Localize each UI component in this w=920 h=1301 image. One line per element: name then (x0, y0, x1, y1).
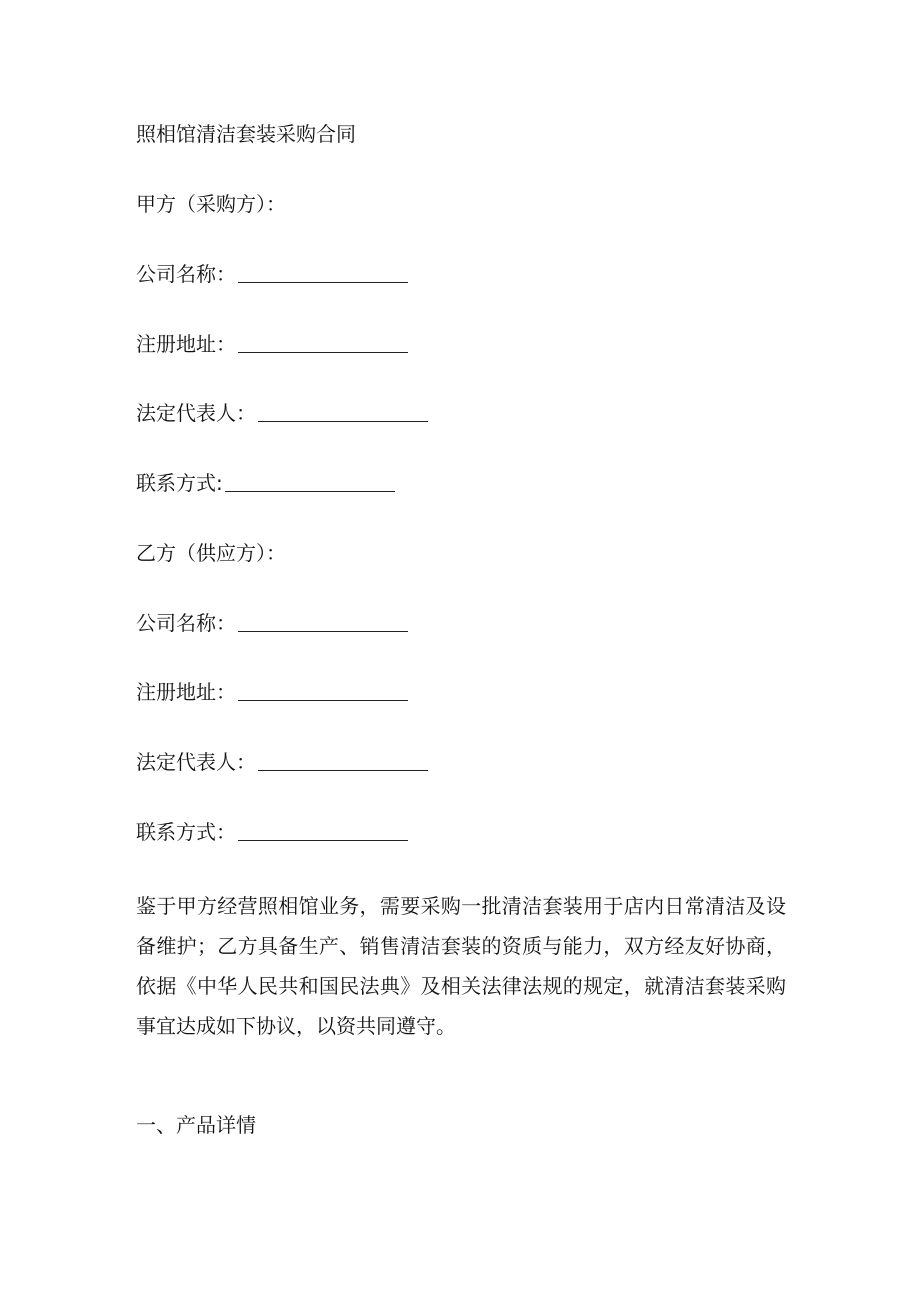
section-heading-product-details: 一、产品详情 (136, 1113, 256, 1137)
fill-in-blank (225, 471, 395, 492)
party-a-legal-representative-field (136, 399, 428, 427)
field-label: 注册地址： (136, 332, 236, 356)
party-a-contact-field (136, 469, 395, 497)
party-b-legal-representative-field (136, 748, 428, 776)
field-label: 联系方式： (136, 820, 236, 844)
field-label: 公司名称： (136, 611, 236, 635)
fill-in-blank (238, 262, 408, 283)
fill-in-blank (238, 611, 408, 632)
fill-in-blank (238, 820, 408, 841)
field-label: 公司名称： (136, 262, 236, 286)
party-a-company-name-field (136, 260, 408, 288)
party-b-registered-address-field (136, 678, 408, 706)
field-label: 联系方式: (136, 471, 223, 495)
party-a-heading: 甲方（采购方）： (136, 192, 286, 216)
field-label: 法定代表人： (136, 401, 256, 425)
document-title: 照相馆清洁套装采购合同 (136, 122, 356, 146)
field-label: 注册地址： (136, 680, 236, 704)
fill-in-blank (238, 332, 408, 353)
fill-in-blank (258, 401, 428, 422)
preamble-paragraph: 鉴于甲方经营照相馆业务，需要采购一批清洁套装用于店内日常清洁及设备维护；乙方具备生产、销售清洁套装的资质与能力，双方经友好协商，依据《中华人民共和国民法典》及相关法律法规的规定，就清洁套装采购事宜达成如下协议，以资共同遵守。 (136, 894, 786, 1038)
party-b-contact-field (136, 818, 408, 846)
fill-in-blank (258, 750, 428, 771)
party-b-company-name-field (136, 609, 408, 637)
party-b-heading: 乙方（供应方）： (136, 541, 286, 565)
field-label: 法定代表人： (136, 750, 256, 774)
party-a-registered-address-field (136, 330, 408, 358)
fill-in-blank (238, 680, 408, 701)
